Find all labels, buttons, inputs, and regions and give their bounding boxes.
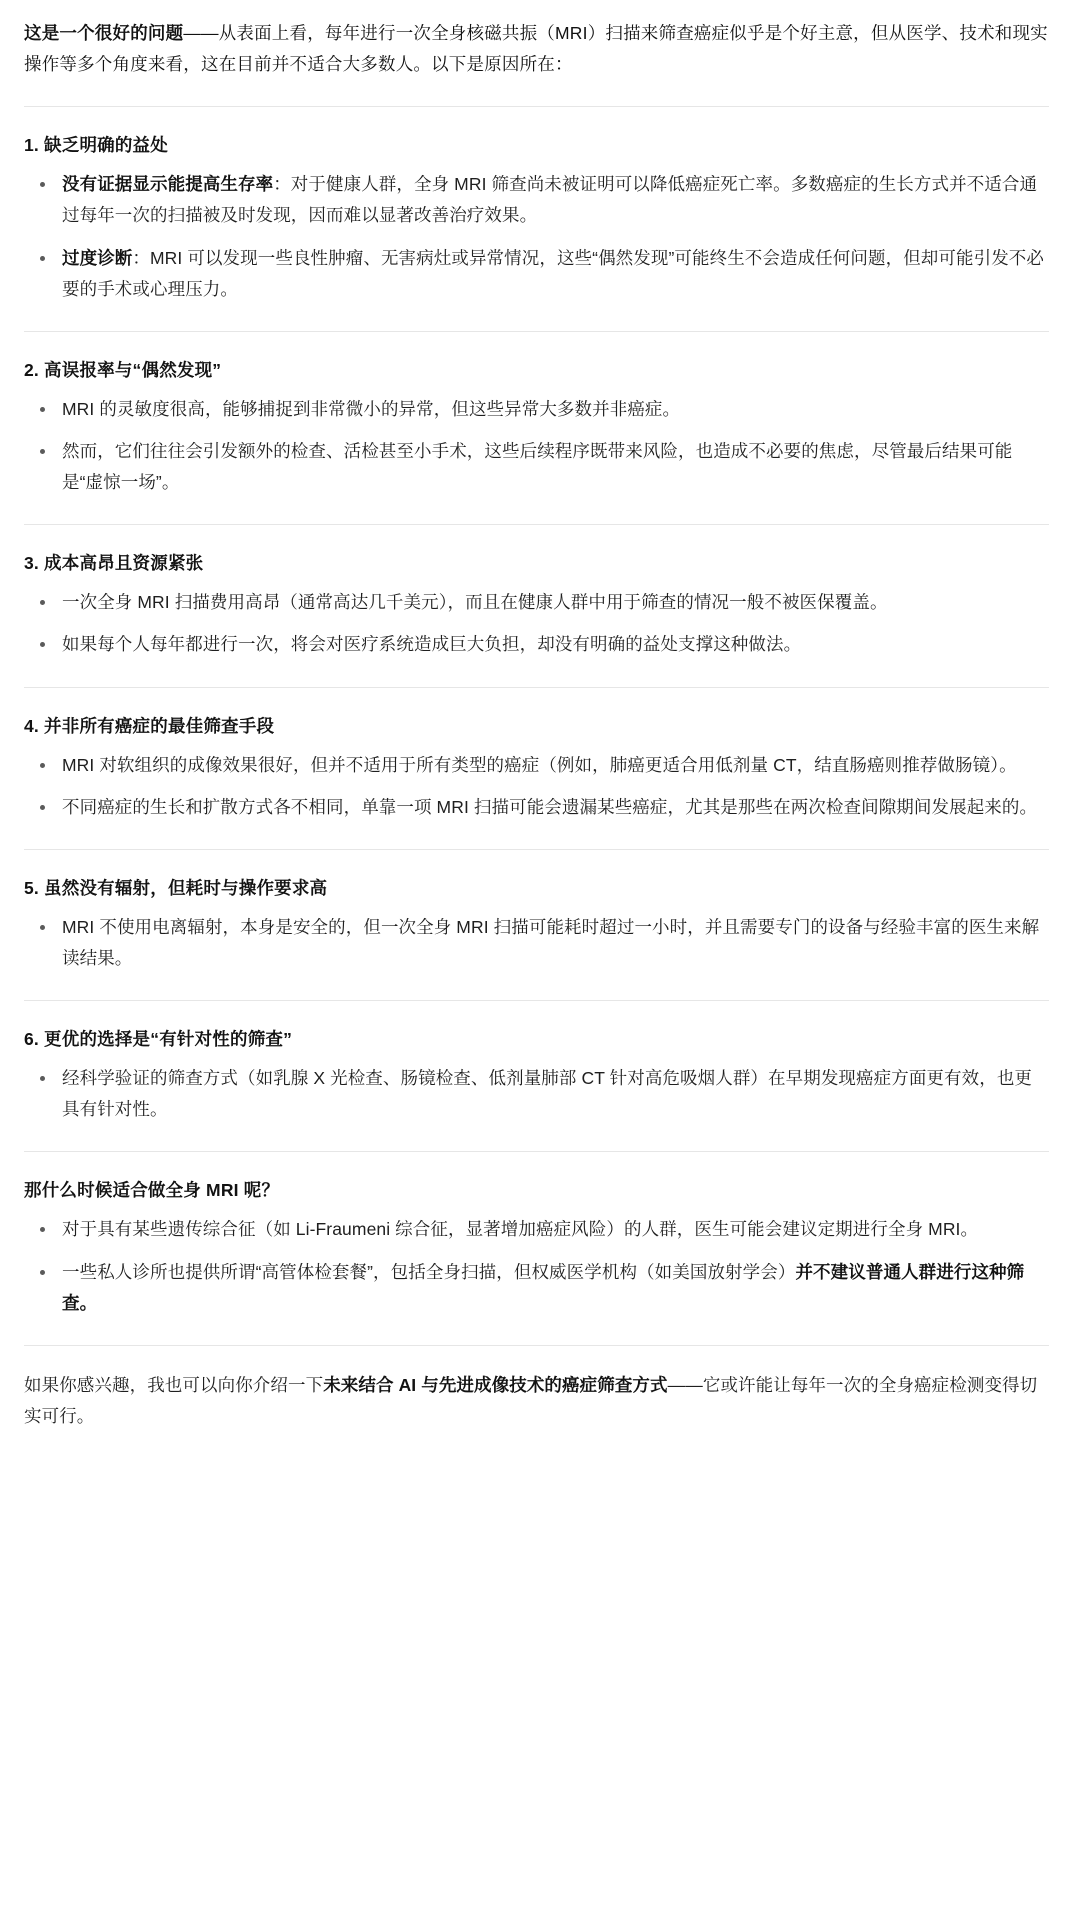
list-item — [24, 1063, 1049, 1125]
list-item-text: MRI 不使用电离辐射，本身是安全的，但一次全身 MRI 扫描可能耗时超过一小时，并且需要专门的设备与经验丰富的医生来解读结果。 — [62, 916, 1040, 968]
section-title: 4. 并非所有癌症的最佳筛查手段 — [24, 715, 275, 736]
section-title: 2. 高误报率与“偶然发现” — [24, 359, 222, 380]
divider — [24, 1000, 1049, 1001]
list-item — [24, 1214, 1049, 1245]
list-item — [24, 394, 1049, 425]
closing-paragraph — [24, 1370, 1049, 1432]
section-title: 那什么时候适合做全身 MRI 呢？ — [24, 1180, 280, 1201]
section-bullets — [24, 169, 1049, 305]
closing-bold: 未来结合 AI 与先进成像技术的癌症筛查方式 — [323, 1374, 668, 1395]
section-title: 3. 成本高昂且资源紧张 — [24, 553, 204, 574]
section-6 — [24, 1025, 1049, 1125]
list-item — [24, 629, 1049, 660]
divider — [24, 106, 1049, 107]
closing-pre: 如果你感兴趣，我也可以向你介绍一下 — [24, 1374, 324, 1395]
list-item-text: MRI 的灵敏度很高，能够捕捉到非常微小的异常，但这些异常大多数并非癌症。 — [62, 398, 681, 419]
closing-post: ——它或许能让每年一次的全身癌症检测变得切实可行。 — [24, 1374, 1038, 1426]
list-item-text: ：对于健康人群，全身 MRI 筛查尚未被证明可以降低癌症死亡率。多数癌症的生长方式并不适合通过每年一次的扫描被及时发现，因而难以显著改善治疗效果。 — [62, 174, 1038, 226]
divider — [24, 331, 1049, 332]
divider — [24, 687, 1049, 688]
divider — [24, 1151, 1049, 1152]
list-item-text: MRI 对软组织的成像效果很好，但并不适用于所有类型的癌症（例如，肺癌更适合用低剂量 CT，结直肠癌则推荐做肠镜）。 — [62, 754, 1017, 775]
list-item-text: 然而，它们往往会引发额外的检查、活检甚至小手术，这些后续程序既带来风险，也造成不必要的焦虑，尽管最后结果可能是“虚惊一场”。 — [62, 440, 1013, 493]
list-item — [24, 792, 1049, 823]
list-item-text: 对于具有某些遗传综合征（如 Li-Fraumeni 综合征，显著增加癌症风险）的人群，医生可能会建议定期进行全身 MRI。 — [62, 1219, 979, 1240]
section-bullets — [24, 1214, 1049, 1318]
list-item-text: 不同癌症的生长和扩散方式各不相同，单靠一项 MRI 扫描可能会遗漏某些癌症，尤其是那些在两次检查间隙期间发展起来的。 — [62, 796, 1038, 817]
list-item — [24, 750, 1049, 781]
section-title: 5. 虽然没有辐射，但耗时与操作要求高 — [24, 877, 328, 898]
list-item — [24, 587, 1049, 618]
section-bullets — [24, 587, 1049, 660]
section-1 — [24, 131, 1049, 305]
list-item — [24, 243, 1049, 305]
list-item — [24, 912, 1049, 974]
intro-lead-bold: 这是一个很好的问题 — [24, 23, 184, 43]
list-item — [24, 1257, 1049, 1319]
divider — [24, 524, 1049, 525]
divider — [24, 1345, 1049, 1346]
section-2 — [24, 356, 1049, 498]
section-title: 6. 更优的选择是“有针对性的筛查” — [24, 1029, 293, 1050]
list-item-lead: 没有证据显示能提高生存率 — [62, 174, 274, 195]
section-5 — [24, 874, 1049, 974]
list-item-text: 一些私人诊所也提供所谓“高管体检套餐”，包括全身扫描，但权威医学机构（如美国放射学会） — [62, 1261, 796, 1282]
section-bullets — [24, 912, 1049, 974]
section-4 — [24, 712, 1049, 823]
intro-rest: ——从表面上看，每年进行一次全身核磁共振（MRI）扫描来筛查癌症似乎是个好主意，但从医学、技术和现实操作等多个角度来看，这在目前并不适合大多数人。以下是原因所在： — [24, 23, 1048, 75]
list-item-text: 经科学验证的筛查方式（如乳腺 X 光检查、肠镜检查、低剂量肺部 CT 针对高危吸烟人群）在早期发现癌症方面更有效，也更具有针对性。 — [62, 1068, 1033, 1120]
list-item — [24, 169, 1049, 231]
list-item-text: ：MRI 可以发现一些良性肿瘤、无害病灶或异常情况，这些“偶然发现”可能终生不会造成任何问题，但却可能引发不必要的手术或心理压力。 — [62, 247, 1044, 299]
divider — [24, 849, 1049, 850]
list-item-tail-bold: 并不建议普通人群进行这种筛查。 — [62, 1261, 1025, 1313]
intro-paragraph — [24, 18, 1049, 80]
section-when-suitable — [24, 1176, 1049, 1318]
section-bullets — [24, 1063, 1049, 1125]
list-item — [24, 436, 1049, 498]
section-bullets — [24, 394, 1049, 498]
list-item-text: 如果每个人每年都进行一次，将会对医疗系统造成巨大负担，却没有明确的益处支撑这种做法。 — [62, 634, 802, 655]
section-title: 1. 缺乏明确的益处 — [24, 135, 168, 156]
list-item-lead: 过度诊断 — [62, 247, 133, 268]
section-3 — [24, 549, 1049, 660]
list-item-text: 一次全身 MRI 扫描费用高昂（通常高达几千美元），而且在健康人群中用于筛查的情况一般不被医保覆盖。 — [62, 592, 888, 613]
section-bullets — [24, 750, 1049, 823]
